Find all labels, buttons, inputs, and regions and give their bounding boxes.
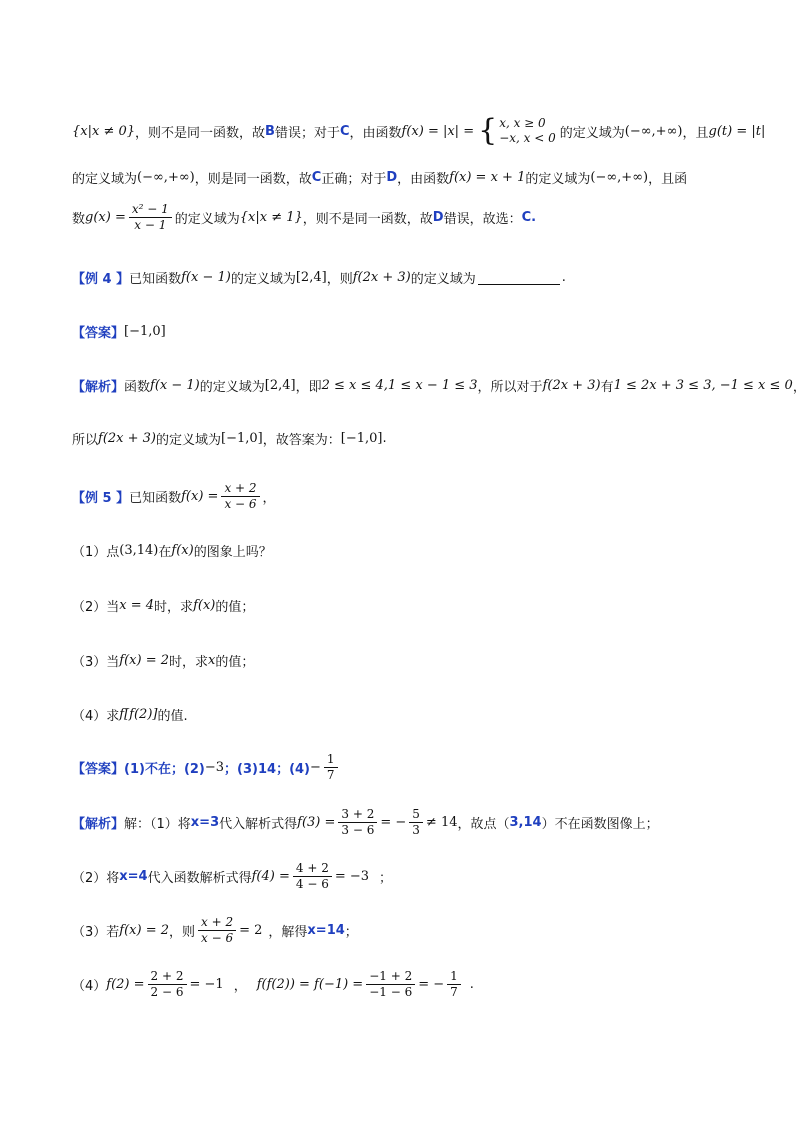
math-expression: f(x) = 2 <box>119 922 169 938</box>
text: 的定义域为 <box>230 272 296 287</box>
text: 的值； <box>215 600 255 615</box>
text: 解：（1）将 <box>124 816 191 832</box>
text: 错误；对于 <box>274 125 340 141</box>
text: 有 <box>600 380 614 395</box>
solution-tag: 【解析】 <box>72 816 125 832</box>
interval: [2,4] <box>264 378 296 393</box>
text: 的定义域为 <box>72 172 138 187</box>
math-expression: f(x) = 2 <box>119 653 169 668</box>
math-expression: f(3) = <box>297 814 336 830</box>
text: ，所以对于 <box>477 380 543 395</box>
example-tag: 【例 5 】 <box>72 490 130 506</box>
option-label: B <box>265 123 275 139</box>
fraction <box>198 916 236 944</box>
text: 的定义域为 <box>156 433 222 448</box>
interval: [−1,0] <box>124 324 166 339</box>
math-expression: f(x) = <box>181 488 219 504</box>
piecewise-row: x, x ≥ 0 <box>499 116 546 130</box>
text: . <box>469 976 474 992</box>
text: （2）当 <box>72 600 120 615</box>
piecewise-row: −x, x < 0 <box>499 131 556 145</box>
math-expression: f(x) <box>171 543 194 558</box>
point: (3,14) <box>119 543 159 558</box>
text: ； <box>379 870 393 886</box>
interval: [−1,0] <box>340 431 383 446</box>
fraction <box>447 970 461 998</box>
interval: [−1,0] <box>221 431 263 446</box>
text: （4）求 <box>72 709 120 724</box>
math-expression: f(2x + 3) <box>98 431 157 446</box>
text: （3）当 <box>72 655 120 670</box>
text: ，故答案为： <box>262 433 341 448</box>
example-4 <box>72 268 566 287</box>
minus-sign: − <box>310 759 321 775</box>
text: （2）将 <box>72 870 120 886</box>
numerator: 2 + 2 <box>148 970 187 985</box>
math-expression: f(x) <box>193 598 216 613</box>
math-expression: = − <box>418 976 445 992</box>
text: 的定义域为 <box>525 172 591 187</box>
math-expression: x = 4 <box>119 598 155 613</box>
text: 已知函数 <box>129 490 182 506</box>
answer-text: ；(3)14；(4) <box>224 761 310 777</box>
text: 时，求 <box>169 655 209 670</box>
text: ，则是同一函数，故 <box>194 172 312 187</box>
solution-5-step-3 <box>72 916 358 944</box>
text: 的定义域为 <box>559 125 625 141</box>
fraction <box>129 203 172 231</box>
math-expression: f(x) = x + 1 <box>449 170 526 185</box>
solution-5-step-4 <box>72 970 474 998</box>
option-label: C <box>311 170 322 185</box>
text: 所以 <box>72 433 99 448</box>
fraction <box>324 753 338 781</box>
fraction <box>338 808 377 836</box>
interval: (−∞,+∞) <box>624 123 683 139</box>
question-2 <box>72 596 254 615</box>
solution-4-line-1 <box>72 376 806 395</box>
text: ，则 <box>169 924 196 940</box>
substitution: x=4 <box>119 868 148 884</box>
denominator: 4 − 6 <box>295 876 329 891</box>
option-label: D <box>432 209 444 225</box>
solution-4-line-2 <box>72 429 387 448</box>
text: （3）若 <box>72 924 120 940</box>
math-expression: f(x − 1) <box>150 378 200 393</box>
answer-tag: 【答案】 <box>72 761 125 777</box>
text: 正确；对于 <box>321 172 387 187</box>
text: ，且函 <box>648 172 688 187</box>
text: （1）点 <box>72 545 120 560</box>
text: . <box>561 270 566 285</box>
math-expression: f(2x + 3) <box>542 378 601 393</box>
math-expression: f(2x + 3) <box>352 270 411 285</box>
text: 的定义域为 <box>174 211 240 227</box>
math-expression: = −3 <box>334 868 370 884</box>
denominator: x − 1 <box>134 217 167 232</box>
answer-5 <box>72 753 341 781</box>
line-1 <box>72 113 766 148</box>
piecewise-system <box>478 113 556 148</box>
text: 的图象上吗？ <box>193 545 272 560</box>
option-label: C <box>339 123 350 139</box>
brace-glyph: { <box>478 113 498 148</box>
fraction <box>148 970 187 998</box>
math-expression: ≠ 14 <box>425 814 458 830</box>
math-expression: f(f(2)) = f(−1) = <box>256 976 364 992</box>
answer-tag: 【答案】 <box>72 326 125 341</box>
point: 3,14 <box>509 814 542 830</box>
text: 的定义域为 <box>199 380 265 395</box>
numerator: x + 2 <box>221 482 259 497</box>
math-expression: g(t) = |t| <box>708 123 766 139</box>
fraction <box>293 862 332 890</box>
denominator: 3 − 6 <box>341 822 375 837</box>
text: 的定义域为 <box>410 272 476 287</box>
solution-5-step-2 <box>72 862 392 890</box>
numerator: 3 + 2 <box>338 808 377 823</box>
text: 的值. <box>157 709 188 724</box>
option-label: D <box>386 170 398 185</box>
text: 代入解析式得 <box>219 816 298 832</box>
numerator: x² − 1 <box>129 203 172 218</box>
math-expression: f(2) = <box>106 976 145 992</box>
numerator: 1 <box>447 970 461 985</box>
math-expression: = −1 <box>189 976 224 992</box>
text: 的值； <box>215 655 255 670</box>
numerator: 1 <box>324 753 338 768</box>
answer-choice: C. <box>521 209 537 225</box>
math-expression: f(x) = |x| = <box>401 123 475 139</box>
numerator: x + 2 <box>198 916 236 931</box>
question-1 <box>72 541 272 560</box>
substitution: x=3 <box>190 814 220 830</box>
fraction <box>366 970 415 998</box>
example-5 <box>72 482 276 510</box>
math-expression: f(4) = <box>251 868 290 884</box>
text: ，故点（ <box>457 816 510 832</box>
denominator: x − 6 <box>201 930 234 945</box>
line-2 <box>72 168 687 187</box>
text: ， <box>233 978 247 994</box>
solution-5-step-1 <box>72 808 659 836</box>
math-expression: f[f(2)] <box>119 707 158 722</box>
text: 在 <box>158 545 172 560</box>
interval: [2,4] <box>295 270 327 285</box>
denominator: x − 6 <box>224 496 257 511</box>
math-expression: x <box>208 653 216 668</box>
fraction <box>409 808 423 836</box>
denominator: 7 <box>450 984 458 999</box>
interval: (−∞,+∞) <box>137 170 195 185</box>
numerator: 5 <box>409 808 423 823</box>
line-3 <box>72 203 536 231</box>
denominator: 3 <box>412 822 420 837</box>
math-expression: g(x) = <box>85 209 126 225</box>
text: ，则 <box>326 272 353 287</box>
text: ，则不是同一函数，故 <box>135 125 266 141</box>
text: 时，求 <box>154 600 194 615</box>
text: ，且 <box>682 125 709 141</box>
example-tag: 【例 4 】 <box>72 272 130 287</box>
denominator: 7 <box>326 767 335 782</box>
text: （4） <box>72 978 107 994</box>
text: . <box>382 431 387 446</box>
text: ，即 <box>295 380 322 395</box>
text: ， <box>792 380 806 395</box>
text: ， <box>262 490 276 506</box>
set-expression: {x|x ≠ 0} <box>72 123 136 139</box>
text: ，由函数 <box>349 125 402 141</box>
text: 函数 <box>124 380 151 395</box>
answer-blank <box>478 270 560 285</box>
text: 代入函数解析式得 <box>147 870 252 886</box>
math-expression: 2 ≤ x ≤ 4,1 ≤ x − 1 ≤ 3 <box>321 378 478 393</box>
result: x=14 <box>307 922 345 938</box>
text: 已知函数 <box>129 272 182 287</box>
text: ）不在函数图像上； <box>541 816 659 832</box>
question-3 <box>72 651 254 670</box>
text: ，则不是同一函数，故 <box>302 211 433 227</box>
denominator: 2 − 6 <box>150 984 184 999</box>
answer-text: (1)不在；(2) <box>124 761 205 777</box>
question-4 <box>72 705 188 724</box>
text: 数 <box>72 211 86 227</box>
text: ，由函数 <box>397 172 450 187</box>
set-expression: {x|x ≠ 1} <box>239 209 303 225</box>
interval: (−∞,+∞) <box>590 170 649 185</box>
math-expression: = − <box>380 814 407 830</box>
numerator: 4 + 2 <box>293 862 332 877</box>
numerator: −1 + 2 <box>366 970 415 985</box>
fraction <box>221 482 259 510</box>
text: ，解得 <box>268 924 308 940</box>
math-expression: 1 ≤ 2x + 3 ≤ 3, −1 ≤ x ≤ 0 <box>613 378 793 393</box>
text: ； <box>344 924 358 940</box>
solution-tag: 【解析】 <box>72 380 125 395</box>
math-expression: f(x − 1) <box>181 270 231 285</box>
text: 错误，故选： <box>443 211 522 227</box>
math-expression: = 2 <box>239 922 263 938</box>
denominator: −1 − 6 <box>369 984 413 999</box>
answer-4 <box>72 322 166 341</box>
math-expression: −3 <box>204 759 225 775</box>
